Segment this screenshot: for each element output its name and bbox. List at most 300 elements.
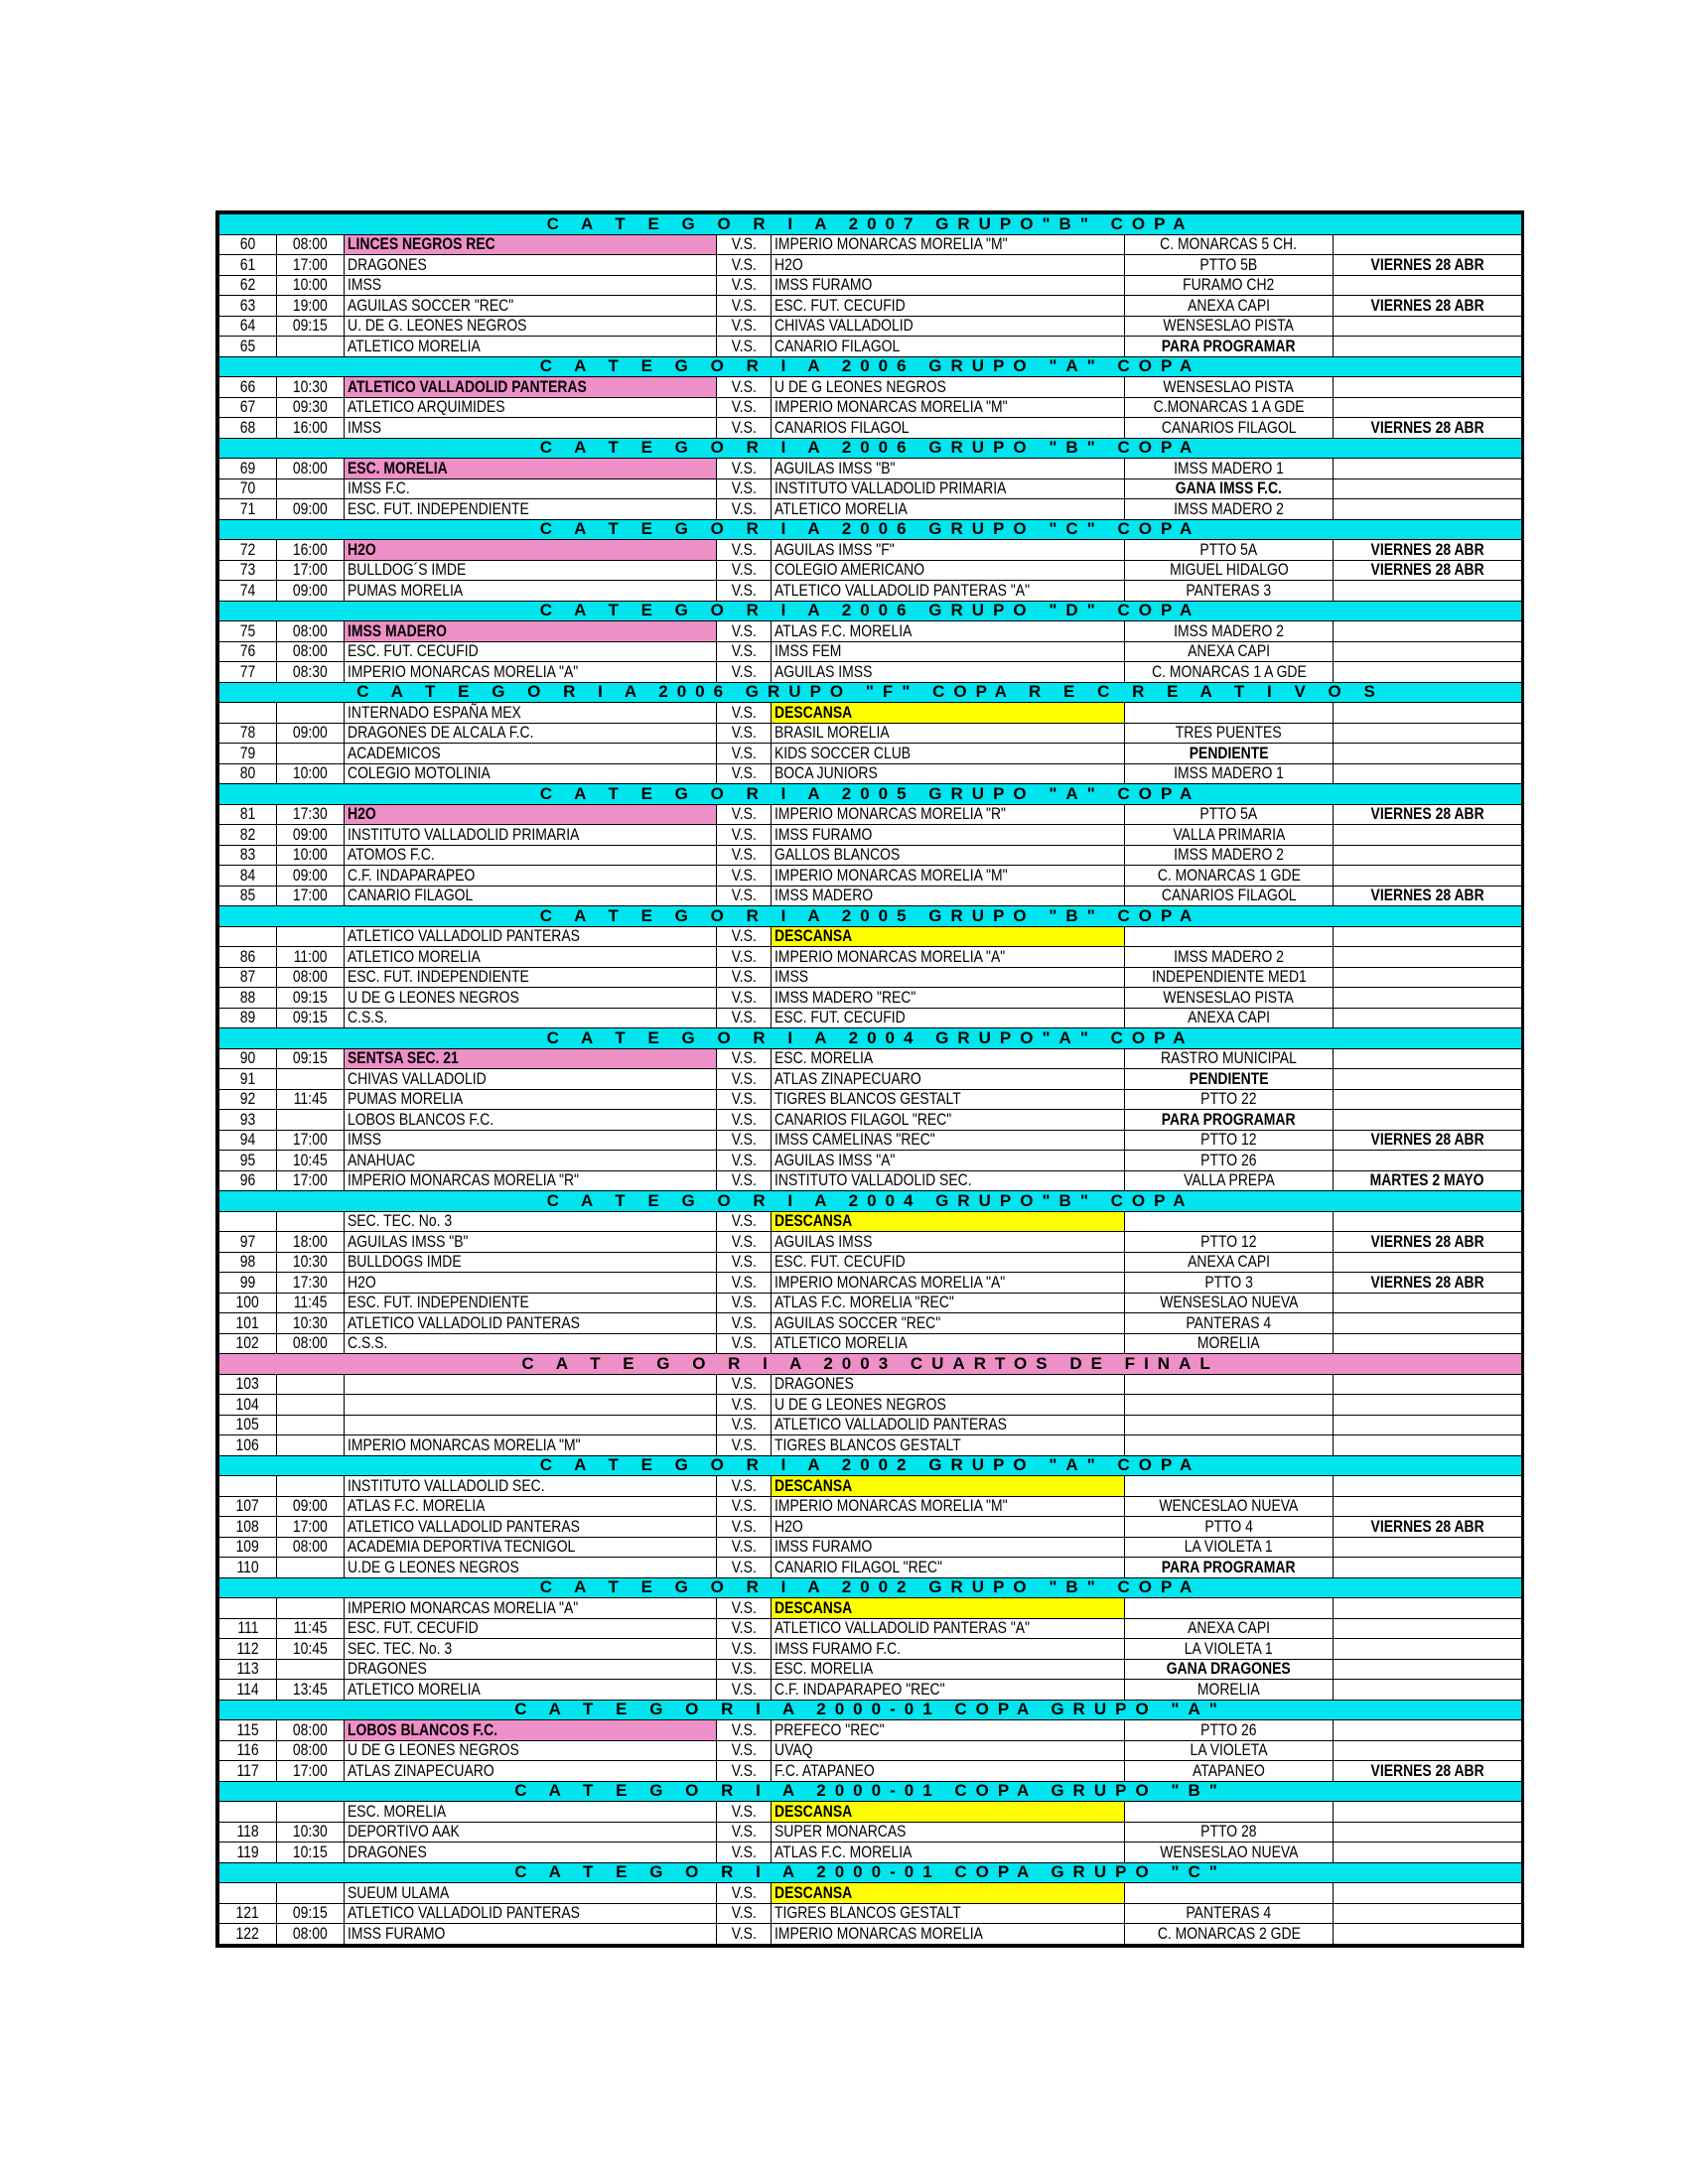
away-team: ATLETICO VALLADOLID PANTERAS "A" (772, 581, 1125, 602)
category-header (219, 1577, 1522, 1598)
home-team: ESC. FUT. INDEPENDIENTE (345, 1293, 717, 1313)
away-team: ESC. FUT. CECUFID (772, 1008, 1125, 1028)
away-team: TIGRES BLANCOS GESTALT (772, 1089, 1125, 1110)
away-team: SUPER MONARCAS (772, 1822, 1125, 1843)
home-team: U.DE G LEONES NEGROS (345, 1558, 717, 1578)
home-team (345, 1415, 717, 1435)
match-row (219, 1558, 1522, 1578)
date-note: VIERNES 28 ABR (1334, 255, 1522, 276)
match-number: 79 (219, 744, 277, 764)
away-team: INSTITUTO VALLADOLID SEC. (772, 1170, 1125, 1191)
venue: PARA PROGRAMAR (1125, 337, 1334, 357)
match-number: 116 (219, 1740, 277, 1761)
category-header (219, 438, 1522, 459)
match-number: 85 (219, 886, 277, 906)
match-number (219, 926, 277, 947)
match-row (219, 1740, 1522, 1761)
vs-label: V.S. (717, 1802, 772, 1823)
home-team: INSTITUTO VALLADOLID PRIMARIA (345, 825, 717, 846)
match-number: 71 (219, 499, 277, 520)
home-team: H2O (345, 804, 717, 825)
match-row (219, 866, 1522, 887)
match-number: 60 (219, 234, 277, 255)
away-team: IMPERIO MONARCAS MORELIA "R" (772, 804, 1125, 825)
match-number: 122 (219, 1924, 277, 1945)
match-row (219, 967, 1522, 988)
category-title: C A T E G O R I A 2006 GRUPO "D" COPA (219, 601, 1522, 621)
date-note (1334, 1496, 1522, 1517)
match-number: 65 (219, 337, 277, 357)
vs-label: V.S. (717, 1110, 772, 1131)
match-time: 10:45 (277, 1151, 345, 1171)
venue: PANTERAS 4 (1125, 1313, 1334, 1334)
match-row (219, 1903, 1522, 1924)
match-row (219, 1273, 1522, 1294)
date-note (1334, 337, 1522, 357)
home-team: ATLETICO VALLADOLID PANTERAS (345, 377, 717, 398)
away-team: IMSS FURAMO F.C. (772, 1639, 1125, 1660)
away-team: CANARIO FILAGOL (772, 337, 1125, 357)
venue: PTTO 12 (1125, 1232, 1334, 1253)
away-team: TIGRES BLANCOS GESTALT (772, 1435, 1125, 1456)
home-team (345, 1395, 717, 1416)
away-team: ATLAS ZINAPECUARO (772, 1069, 1125, 1090)
match-time: 17:00 (277, 1130, 345, 1151)
match-row (219, 337, 1522, 357)
date-note: MARTES 2 MAYO (1334, 1170, 1522, 1191)
venue: WENCESLAO NUEVA (1125, 1496, 1334, 1517)
match-number: 77 (219, 662, 277, 683)
match-time: 08:00 (277, 234, 345, 255)
date-note (1334, 825, 1522, 846)
category-title: C A T E G O R I A 2006 GRUPO "F" COPA R E C R E A T I V O S (219, 682, 1522, 703)
date-note (1334, 1680, 1522, 1701)
away-team: DESCANSA (772, 1476, 1125, 1497)
date-note (1334, 459, 1522, 479)
date-note (1334, 1558, 1522, 1578)
venue (1125, 1802, 1334, 1823)
date-note (1334, 377, 1522, 398)
category-header (219, 1700, 1522, 1720)
home-team: DRAGONES (345, 1659, 717, 1680)
away-team: IMPERIO MONARCAS MORELIA (772, 1924, 1125, 1945)
home-team: ATOMOS F.C. (345, 845, 717, 866)
schedule-table (218, 213, 1522, 1945)
away-team: DESCANSA (772, 1802, 1125, 1823)
vs-label: V.S. (717, 662, 772, 683)
home-team (345, 1374, 717, 1395)
match-row (219, 234, 1522, 255)
venue: IMSS MADERO 2 (1125, 845, 1334, 866)
date-note (1334, 275, 1522, 296)
home-team: ATLETICO MORELIA (345, 1680, 717, 1701)
venue (1125, 1883, 1334, 1904)
match-number: 110 (219, 1558, 277, 1578)
date-note: VIERNES 28 ABR (1334, 296, 1522, 317)
date-note (1334, 1069, 1522, 1090)
venue: RASTRO MUNICIPAL (1125, 1048, 1334, 1069)
date-note (1334, 397, 1522, 418)
away-team: IMSS MADERO "REC" (772, 988, 1125, 1009)
away-team: U DE G LEONES NEGROS (772, 377, 1125, 398)
venue: PARA PROGRAMAR (1125, 1558, 1334, 1578)
category-title: C A T E G O R I A 2002 GRUPO "B" COPA (219, 1577, 1522, 1598)
date-note (1334, 1151, 1522, 1171)
away-team: IMPERIO MONARCAS MORELIA "A" (772, 1273, 1125, 1294)
home-team: IMPERIO MONARCAS MORELIA "A" (345, 1598, 717, 1619)
match-number: 67 (219, 397, 277, 418)
date-note: VIERNES 28 ABR (1334, 1761, 1522, 1782)
category-title: C A T E G O R I A 2002 GRUPO "A" COPA (219, 1455, 1522, 1476)
home-team: IMSS F.C. (345, 478, 717, 499)
match-row (219, 1598, 1522, 1619)
away-team: CANARIO FILAGOL "REC" (772, 1558, 1125, 1578)
venue: PANTERAS 4 (1125, 1903, 1334, 1924)
match-time (277, 1211, 345, 1232)
match-row (219, 1496, 1522, 1517)
match-time: 08:00 (277, 641, 345, 662)
match-row (219, 1232, 1522, 1253)
category-title: C A T E G O R I A 2004 GRUPO"B" COPA (219, 1191, 1522, 1212)
away-team: ESC. FUT. CECUFID (772, 1252, 1125, 1273)
category-header (219, 519, 1522, 540)
venue: C. MONARCAS 1 GDE (1125, 866, 1334, 887)
home-team: U. DE G. LEONES NEGROS (345, 316, 717, 337)
venue: C. MONARCAS 1 A GDE (1125, 662, 1334, 683)
date-note (1334, 1110, 1522, 1131)
match-number: 83 (219, 845, 277, 866)
away-team: AGUILAS IMSS (772, 662, 1125, 683)
match-row (219, 947, 1522, 968)
vs-label: V.S. (717, 275, 772, 296)
date-note (1334, 1822, 1522, 1843)
away-team: ATLAS F.C. MORELIA "REC" (772, 1293, 1125, 1313)
vs-label: V.S. (717, 866, 772, 887)
match-row (219, 1151, 1522, 1171)
vs-label: V.S. (717, 1151, 772, 1171)
match-row (219, 1537, 1522, 1558)
date-note: VIERNES 28 ABR (1334, 886, 1522, 906)
match-row (219, 499, 1522, 520)
match-time: 11:45 (277, 1618, 345, 1639)
match-time: 09:15 (277, 988, 345, 1009)
match-number: 119 (219, 1843, 277, 1863)
away-team: H2O (772, 255, 1125, 276)
match-number: 66 (219, 377, 277, 398)
away-team: COLEGIO AMERICANO (772, 560, 1125, 581)
home-team: IMSS (345, 1130, 717, 1151)
match-time: 09:15 (277, 316, 345, 337)
venue: GANA IMSS F.C. (1125, 478, 1334, 499)
vs-label: V.S. (717, 1740, 772, 1761)
match-row (219, 1435, 1522, 1456)
match-row (219, 1517, 1522, 1538)
match-row (219, 825, 1522, 846)
category-header (219, 1862, 1522, 1883)
match-number: 68 (219, 418, 277, 439)
match-number: 93 (219, 1110, 277, 1131)
venue: IMSS MADERO 1 (1125, 763, 1334, 784)
match-number: 115 (219, 1720, 277, 1741)
vs-label: V.S. (717, 1558, 772, 1578)
date-note (1334, 763, 1522, 784)
home-team: ACADEMIA DEPORTIVA TECNIGOL (345, 1537, 717, 1558)
away-team: AGUILAS IMSS "F" (772, 540, 1125, 561)
away-team: ESC. MORELIA (772, 1048, 1125, 1069)
away-team: AGUILAS SOCCER "REC" (772, 1313, 1125, 1334)
date-note (1334, 1598, 1522, 1619)
venue: PTTO 5A (1125, 804, 1334, 825)
match-number: 99 (219, 1273, 277, 1294)
home-team: C.S.S. (345, 1333, 717, 1354)
category-header (219, 1028, 1522, 1049)
venue: IMSS MADERO 2 (1125, 621, 1334, 642)
category-title: C A T E G O R I A 2000-01 COPA GRUPO "A" (219, 1700, 1522, 1720)
vs-label: V.S. (717, 886, 772, 906)
venue: MIGUEL HIDALGO (1125, 560, 1334, 581)
match-time: 11:00 (277, 947, 345, 968)
category-header (219, 601, 1522, 621)
home-team: ESC. FUT. INDEPENDIENTE (345, 499, 717, 520)
date-note (1334, 499, 1522, 520)
match-time (277, 1659, 345, 1680)
vs-label: V.S. (717, 234, 772, 255)
match-number: 72 (219, 540, 277, 561)
away-team: ATLETICO VALLADOLID PANTERAS "A" (772, 1618, 1125, 1639)
away-team: CANARIOS FILAGOL (772, 418, 1125, 439)
match-row (219, 296, 1522, 317)
date-note (1334, 1252, 1522, 1273)
category-header (219, 682, 1522, 703)
away-team: DRAGONES (772, 1374, 1125, 1395)
match-time: 09:15 (277, 1048, 345, 1069)
vs-label: V.S. (717, 1822, 772, 1843)
match-time: 11:45 (277, 1293, 345, 1313)
vs-label: V.S. (717, 1883, 772, 1904)
match-number (219, 703, 277, 724)
away-team: IMPERIO MONARCAS MORELIA "M" (772, 234, 1125, 255)
vs-label: V.S. (717, 316, 772, 337)
away-team: ATLAS F.C. MORELIA (772, 621, 1125, 642)
vs-label: V.S. (717, 499, 772, 520)
vs-label: V.S. (717, 1232, 772, 1253)
match-number: 108 (219, 1517, 277, 1538)
match-time: 10:15 (277, 1843, 345, 1863)
match-time: 09:00 (277, 1496, 345, 1517)
home-team: IMSS (345, 418, 717, 439)
vs-label: V.S. (717, 1415, 772, 1435)
match-row (219, 641, 1522, 662)
venue: LA VIOLETA (1125, 1740, 1334, 1761)
away-team: ATLETICO VALLADOLID PANTERAS (772, 1415, 1125, 1435)
match-row (219, 1374, 1522, 1395)
date-note (1334, 621, 1522, 642)
home-team: CHIVAS VALLADOLID (345, 1069, 717, 1090)
vs-label: V.S. (717, 1924, 772, 1945)
match-time: 09:00 (277, 499, 345, 520)
venue (1125, 1598, 1334, 1619)
venue: ANEXA CAPI (1125, 641, 1334, 662)
venue: LA VIOLETA 1 (1125, 1537, 1334, 1558)
venue: PTTO 3 (1125, 1273, 1334, 1294)
match-row (219, 1924, 1522, 1945)
vs-label: V.S. (717, 1293, 772, 1313)
match-time: 10:00 (277, 275, 345, 296)
match-row (219, 1680, 1522, 1701)
date-note: VIERNES 28 ABR (1334, 1273, 1522, 1294)
match-number: 81 (219, 804, 277, 825)
date-note (1334, 1639, 1522, 1660)
match-time (277, 1110, 345, 1131)
away-team: CANARIOS FILAGOL "REC" (772, 1110, 1125, 1131)
vs-label: V.S. (717, 763, 772, 784)
vs-label: V.S. (717, 540, 772, 561)
date-note: VIERNES 28 ABR (1334, 1130, 1522, 1151)
home-team: SEC. TEC. No. 3 (345, 1639, 717, 1660)
match-row (219, 1313, 1522, 1334)
match-row (219, 1802, 1522, 1823)
home-team: BULLDOG´S IMDE (345, 560, 717, 581)
match-number: 82 (219, 825, 277, 846)
date-note (1334, 1008, 1522, 1028)
match-number: 102 (219, 1333, 277, 1354)
match-row (219, 377, 1522, 398)
match-row (219, 1252, 1522, 1273)
vs-label: V.S. (717, 1170, 772, 1191)
vs-label: V.S. (717, 1680, 772, 1701)
match-time: 19:00 (277, 296, 345, 317)
match-time (277, 703, 345, 724)
away-team: UVAQ (772, 1740, 1125, 1761)
home-team: LOBOS BLANCOS F.C. (345, 1720, 717, 1741)
vs-label: V.S. (717, 459, 772, 479)
venue: ANEXA CAPI (1125, 1252, 1334, 1273)
away-team: H2O (772, 1517, 1125, 1538)
match-number: 89 (219, 1008, 277, 1028)
match-time: 09:15 (277, 1008, 345, 1028)
away-team: ATLETICO MORELIA (772, 499, 1125, 520)
date-note (1334, 234, 1522, 255)
vs-label: V.S. (717, 1598, 772, 1619)
match-row (219, 255, 1522, 276)
date-note (1334, 926, 1522, 947)
home-team: ATLETICO VALLADOLID PANTERAS (345, 926, 717, 947)
venue: PENDIENTE (1125, 744, 1334, 764)
vs-label: V.S. (717, 1048, 772, 1069)
date-note (1334, 1924, 1522, 1945)
date-note (1334, 1537, 1522, 1558)
match-number: 64 (219, 316, 277, 337)
vs-label: V.S. (717, 560, 772, 581)
home-team: U DE G LEONES NEGROS (345, 988, 717, 1009)
match-number: 90 (219, 1048, 277, 1069)
venue: TRES PUENTES (1125, 723, 1334, 744)
match-time: 17:00 (277, 1170, 345, 1191)
match-number: 62 (219, 275, 277, 296)
match-time: 17:00 (277, 1517, 345, 1538)
vs-label: V.S. (717, 1252, 772, 1273)
away-team: U DE G LEONES NEGROS (772, 1395, 1125, 1416)
vs-label: V.S. (717, 967, 772, 988)
home-team: PUMAS MORELIA (345, 1089, 717, 1110)
match-number: 121 (219, 1903, 277, 1924)
match-row (219, 1415, 1522, 1435)
match-time: 10:30 (277, 1822, 345, 1843)
away-team: C.F. INDAPARAPEO "REC" (772, 1680, 1125, 1701)
date-note (1334, 1313, 1522, 1334)
match-time: 08:00 (277, 621, 345, 642)
match-time: 09:00 (277, 866, 345, 887)
match-row (219, 1008, 1522, 1028)
match-time: 16:00 (277, 418, 345, 439)
home-team: DEPORTIVO AAK (345, 1822, 717, 1843)
date-note: VIERNES 28 ABR (1334, 1517, 1522, 1538)
away-team: ESC. FUT. CECUFID (772, 296, 1125, 317)
venue: MORELIA (1125, 1333, 1334, 1354)
date-note (1334, 641, 1522, 662)
vs-label: V.S. (717, 641, 772, 662)
match-time: 10:00 (277, 845, 345, 866)
vs-label: V.S. (717, 825, 772, 846)
match-row (219, 1170, 1522, 1191)
venue: WENSESLAO PISTA (1125, 988, 1334, 1009)
match-row (219, 1293, 1522, 1313)
match-number (219, 1598, 277, 1619)
venue: IMSS MADERO 1 (1125, 459, 1334, 479)
match-row (219, 886, 1522, 906)
match-time: 08:00 (277, 1924, 345, 1945)
home-team: PUMAS MORELIA (345, 581, 717, 602)
home-team: ESC. MORELIA (345, 1802, 717, 1823)
home-team: ESC. FUT. INDEPENDIENTE (345, 967, 717, 988)
away-team: IMPERIO MONARCAS MORELIA "A" (772, 947, 1125, 968)
match-row (219, 418, 1522, 439)
date-note (1334, 478, 1522, 499)
vs-label: V.S. (717, 1537, 772, 1558)
date-note (1334, 988, 1522, 1009)
date-note (1334, 1048, 1522, 1069)
match-number: 111 (219, 1618, 277, 1639)
vs-label: V.S. (717, 1211, 772, 1232)
away-team: BRASIL MORELIA (772, 723, 1125, 744)
match-row (219, 275, 1522, 296)
category-title: C A T E G O R I A 2006 GRUPO "A" COPA (219, 356, 1522, 377)
home-team: AGUILAS IMSS "B" (345, 1232, 717, 1253)
match-time (277, 1435, 345, 1456)
vs-label: V.S. (717, 581, 772, 602)
vs-label: V.S. (717, 1639, 772, 1660)
home-team: SENTSA SEC. 21 (345, 1048, 717, 1069)
category-title: C A T E G O R I A 2000-01 COPA GRUPO "C" (219, 1862, 1522, 1883)
match-time: 10:30 (277, 1313, 345, 1334)
match-number: 76 (219, 641, 277, 662)
match-row (219, 1395, 1522, 1416)
away-team: AGUILAS IMSS "B" (772, 459, 1125, 479)
match-row (219, 703, 1522, 724)
match-time: 08:00 (277, 1740, 345, 1761)
away-team: ATLAS F.C. MORELIA (772, 1843, 1125, 1863)
match-time: 10:30 (277, 377, 345, 398)
match-time: 09:00 (277, 723, 345, 744)
home-team: ATLETICO VALLADOLID PANTERAS (345, 1903, 717, 1924)
venue: PTTO 26 (1125, 1151, 1334, 1171)
venue: WENSESLAO PISTA (1125, 377, 1334, 398)
match-number: 69 (219, 459, 277, 479)
date-note: VIERNES 28 ABR (1334, 560, 1522, 581)
match-time: 17:00 (277, 886, 345, 906)
away-team: AGUILAS IMSS (772, 1232, 1125, 1253)
date-note: VIERNES 28 ABR (1334, 540, 1522, 561)
